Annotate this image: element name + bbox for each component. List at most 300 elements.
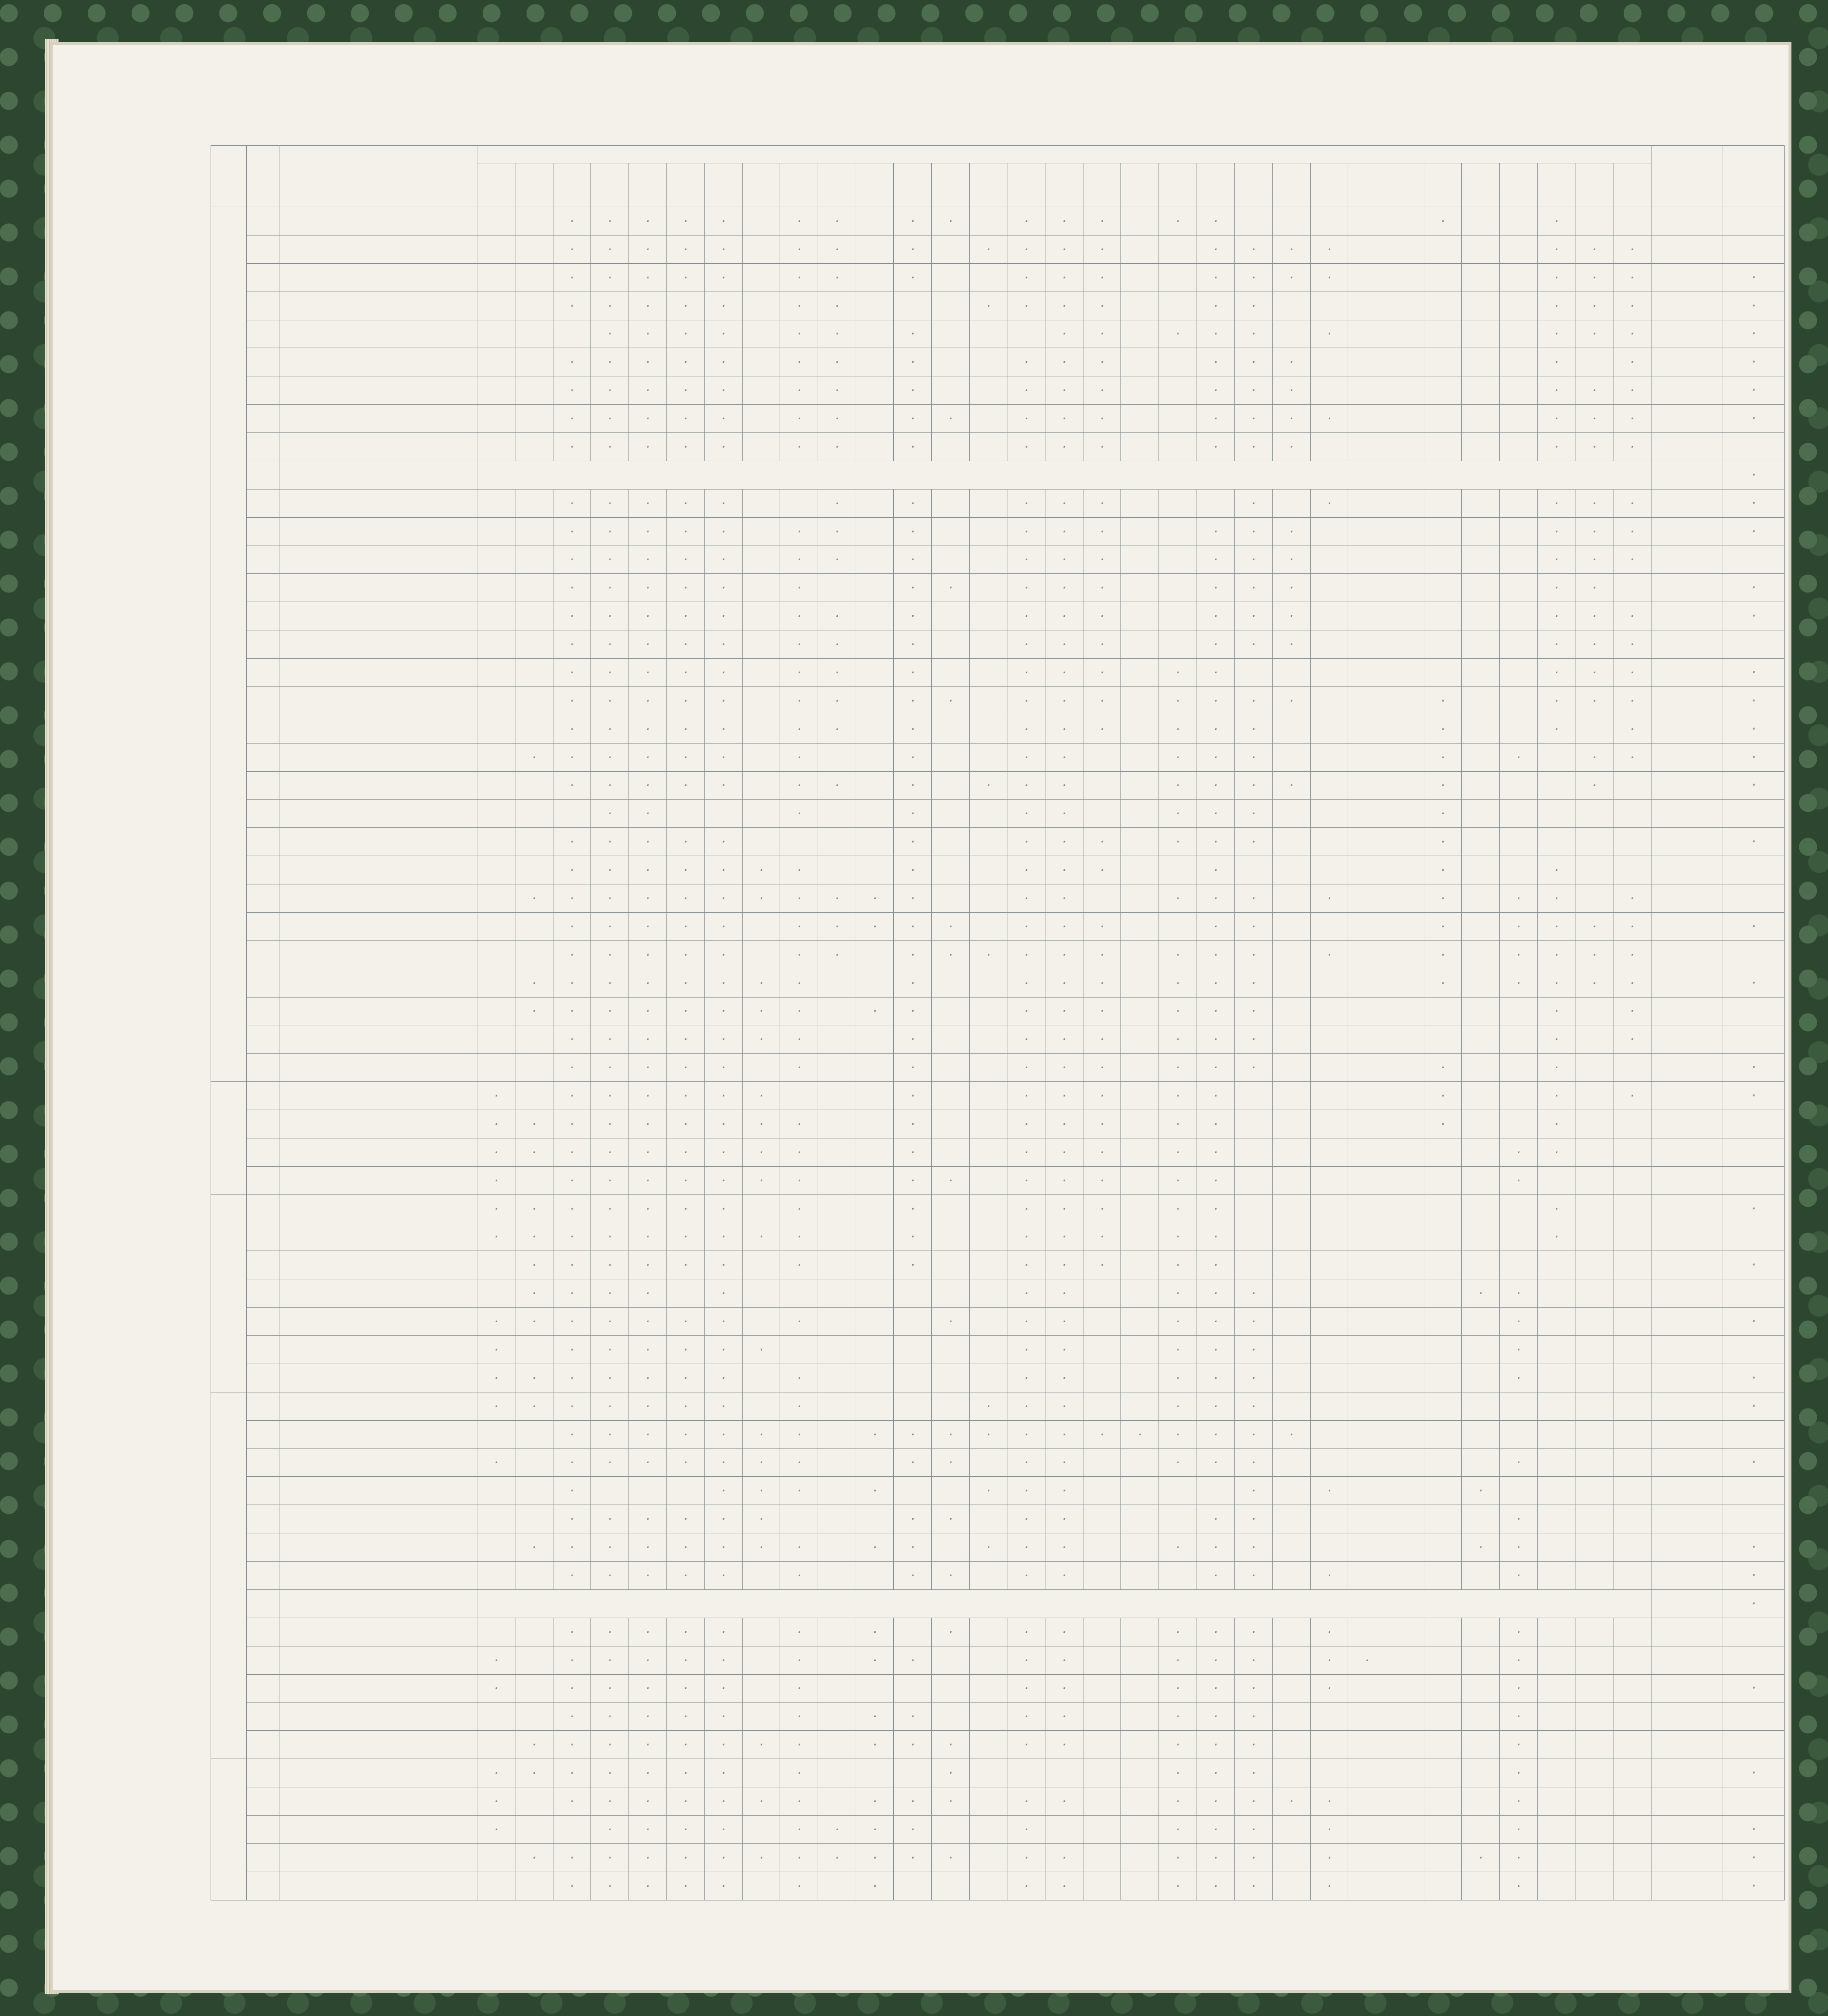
day-value: · [1235, 1279, 1273, 1308]
day-value [1310, 1392, 1348, 1420]
day-value [1613, 1872, 1651, 1900]
day-value: · [1045, 433, 1083, 461]
day-value [1348, 715, 1386, 743]
day-value [856, 292, 894, 320]
table-row [211, 1392, 1785, 1420]
day-value [1310, 743, 1348, 771]
day-value [1272, 715, 1310, 743]
day-value [1613, 1815, 1651, 1843]
station-number [247, 1562, 279, 1590]
monthly-mean: · [1723, 659, 1784, 687]
day-value: · [1235, 1392, 1273, 1420]
day-value: · [1235, 1420, 1273, 1448]
day-value [1310, 1731, 1348, 1759]
day-value [1121, 1336, 1159, 1364]
day-value [1121, 405, 1159, 433]
table-row [211, 1533, 1785, 1562]
day-value: · [705, 1505, 743, 1533]
day-value: · [1007, 1815, 1045, 1843]
day-value [856, 1110, 894, 1138]
station-number [247, 1533, 279, 1562]
day-value: · [1007, 1533, 1045, 1562]
day-value: · [1235, 1872, 1273, 1900]
day-value: · [1159, 1815, 1197, 1843]
day-value [1386, 686, 1424, 715]
day-value: · [1575, 574, 1613, 602]
day-value: · [705, 292, 743, 320]
day-value: · [629, 574, 667, 602]
day-value [932, 348, 970, 376]
day-value [477, 771, 515, 800]
day-value: · [1310, 405, 1348, 433]
day-value: · [1197, 659, 1235, 687]
day-value [1121, 376, 1159, 405]
day-value: · [1272, 405, 1310, 433]
day-value [1083, 800, 1121, 828]
day-value [1386, 1336, 1424, 1364]
day-value [1159, 348, 1197, 376]
day-value: · [553, 828, 591, 856]
day-value: · [629, 1872, 667, 1900]
day-value [969, 489, 1007, 517]
day-value [969, 1562, 1007, 1590]
day-value: · [780, 1392, 818, 1420]
day-value: · [1007, 1787, 1045, 1816]
day-value [477, 800, 515, 828]
day-value: · [1007, 630, 1045, 659]
day-value: · [515, 1308, 553, 1336]
day-value: · [1272, 686, 1310, 715]
day-value: · [856, 1815, 894, 1843]
day-value [1310, 828, 1348, 856]
day-value: · [780, 1533, 818, 1562]
day-value: · [1159, 828, 1197, 856]
day-value: · [667, 602, 705, 630]
day-value [1537, 1251, 1575, 1279]
day-value: · [629, 1505, 667, 1533]
day-value: · [629, 1562, 667, 1590]
day-value: · [932, 1843, 970, 1872]
table-row [211, 1618, 1785, 1646]
day-value [969, 1815, 1007, 1843]
day-value [1310, 292, 1348, 320]
day-value [1310, 686, 1348, 715]
day-value: · [894, 743, 932, 771]
day-value [1121, 1025, 1159, 1054]
day-value [969, 1138, 1007, 1166]
day-value: · [667, 715, 705, 743]
day-value: · [705, 1082, 743, 1110]
day-value: · [894, 433, 932, 461]
day-value [1424, 1731, 1462, 1759]
day-value [1348, 207, 1386, 235]
day-value [742, 686, 780, 715]
day-value [1575, 828, 1613, 856]
day-value: · [1159, 1223, 1197, 1251]
day-value: · [1007, 884, 1045, 913]
day-value [1386, 743, 1424, 771]
day-value [1386, 517, 1424, 546]
day-value: · [1537, 1223, 1575, 1251]
day-value [1121, 884, 1159, 913]
day-value [1499, 1054, 1537, 1082]
monthly-mean [1723, 1110, 1784, 1138]
day-value: · [667, 574, 705, 602]
day-value: · [1083, 1194, 1121, 1223]
day-value: · [1045, 1392, 1083, 1420]
day-value [742, 235, 780, 263]
day-value: · [515, 1223, 553, 1251]
day-value: · [742, 1082, 780, 1110]
day-value [1386, 1223, 1424, 1251]
day-value [515, 320, 553, 348]
day-value: · [1007, 1731, 1045, 1759]
day-value: · [591, 546, 629, 574]
monthly-sum [1651, 263, 1723, 292]
day-value: · [553, 1420, 591, 1448]
header-day-26 [1424, 163, 1462, 207]
day-value: · [1235, 1787, 1273, 1816]
day-value: · [705, 1843, 743, 1872]
day-value: · [553, 771, 591, 800]
day-value: · [1045, 1731, 1083, 1759]
day-value: · [477, 1646, 515, 1674]
day-value [1348, 912, 1386, 940]
day-value: · [1083, 348, 1121, 376]
day-value: · [667, 1194, 705, 1223]
monthly-mean: · [1723, 743, 1784, 771]
day-value [477, 1731, 515, 1759]
day-value [1424, 1138, 1462, 1166]
day-value [477, 1562, 515, 1590]
day-value: · [856, 1787, 894, 1816]
day-value: · [1235, 376, 1273, 405]
day-value [515, 686, 553, 715]
day-value [1310, 207, 1348, 235]
day-value [969, 376, 1007, 405]
day-value: · [818, 489, 856, 517]
monthly-mean [1723, 1505, 1784, 1533]
day-value: · [629, 1054, 667, 1082]
header-day-16 [1045, 163, 1083, 207]
day-value: · [515, 743, 553, 771]
day-value [477, 1251, 515, 1279]
day-value [1310, 1364, 1348, 1392]
day-value: · [856, 1533, 894, 1562]
day-value [1272, 1364, 1310, 1392]
monthly-mean: · [1723, 517, 1784, 546]
day-value: · [1045, 1843, 1083, 1872]
day-value: · [780, 1674, 818, 1703]
day-value: · [780, 1787, 818, 1816]
day-value [1613, 1392, 1651, 1420]
day-value [742, 1872, 780, 1900]
day-value: · [894, 828, 932, 856]
day-value [932, 1110, 970, 1138]
day-value [1083, 1759, 1121, 1787]
monthly-sum [1651, 1392, 1723, 1420]
station-number [247, 376, 279, 405]
day-value [1575, 856, 1613, 884]
day-value [818, 1448, 856, 1477]
day-value: · [1159, 1279, 1197, 1308]
station-name [279, 800, 477, 828]
day-value [515, 1646, 553, 1674]
station-name [279, 1589, 477, 1618]
day-value: · [894, 1110, 932, 1138]
day-value [1310, 348, 1348, 376]
day-value [1386, 884, 1424, 913]
day-value: · [1045, 1448, 1083, 1477]
day-value: · [1159, 1364, 1197, 1392]
table-row [211, 1308, 1785, 1336]
header-day-24 [1348, 163, 1386, 207]
day-value [1272, 1843, 1310, 1872]
monthly-sum [1651, 715, 1723, 743]
day-value [1348, 1562, 1386, 1590]
day-value: · [1007, 969, 1045, 997]
day-value: · [894, 630, 932, 659]
day-value: · [1235, 630, 1273, 659]
day-value: · [1045, 263, 1083, 292]
day-value [1575, 1477, 1613, 1505]
day-value [969, 348, 1007, 376]
day-value [1499, 1223, 1537, 1251]
day-value [932, 771, 970, 800]
day-value: · [1613, 546, 1651, 574]
station-name [279, 1618, 477, 1646]
day-value [1310, 1138, 1348, 1166]
day-value [1235, 1138, 1273, 1166]
day-value [1499, 800, 1537, 828]
day-value [1462, 715, 1500, 743]
monthly-sum [1651, 1308, 1723, 1336]
day-value [1348, 1025, 1386, 1054]
day-value [1121, 856, 1159, 884]
day-value: · [1197, 1646, 1235, 1674]
day-value: · [1197, 630, 1235, 659]
day-value: · [1197, 800, 1235, 828]
monthly-mean [1723, 207, 1784, 235]
day-value: · [1235, 1336, 1273, 1364]
day-value: · [705, 1110, 743, 1138]
day-value [1272, 800, 1310, 828]
day-value [1424, 1759, 1462, 1787]
day-value [969, 800, 1007, 828]
day-value [477, 884, 515, 913]
day-value: · [705, 1308, 743, 1336]
day-value: · [894, 602, 932, 630]
day-value: · [1613, 912, 1651, 940]
day-value: · [667, 263, 705, 292]
day-value: · [1045, 743, 1083, 771]
day-value [1348, 235, 1386, 263]
day-value: · [1197, 1674, 1235, 1703]
day-value [591, 1477, 629, 1505]
station-name [279, 405, 477, 433]
day-value: · [553, 1054, 591, 1082]
day-value: · [629, 997, 667, 1025]
day-value [515, 1082, 553, 1110]
day-value [1272, 489, 1310, 517]
day-value [1310, 602, 1348, 630]
day-value: · [1537, 659, 1575, 687]
day-value [1575, 1533, 1613, 1562]
day-value: · [1424, 884, 1462, 913]
table-row [211, 686, 1785, 715]
day-value [1310, 546, 1348, 574]
day-value [932, 1194, 970, 1223]
day-value [1462, 659, 1500, 687]
day-value: · [780, 405, 818, 433]
day-value: · [818, 207, 856, 235]
day-value: · [894, 1420, 932, 1448]
header-day-23 [1310, 163, 1348, 207]
day-value: · [591, 715, 629, 743]
day-value: · [1159, 1731, 1197, 1759]
day-value [780, 1336, 818, 1364]
monthly-sum [1651, 1251, 1723, 1279]
day-value [742, 405, 780, 433]
day-value [515, 405, 553, 433]
day-value [1235, 659, 1273, 687]
day-value [856, 800, 894, 828]
day-value: · [1045, 715, 1083, 743]
day-value: · [705, 1815, 743, 1843]
monthly-sum [1651, 1279, 1723, 1308]
day-value: · [1007, 1505, 1045, 1533]
day-value: · [1272, 263, 1310, 292]
day-value: · [629, 1279, 667, 1308]
day-value: · [1083, 546, 1121, 574]
day-value: · [1083, 940, 1121, 969]
day-value: · [894, 969, 932, 997]
day-value: · [629, 828, 667, 856]
day-value [1386, 771, 1424, 800]
day-value: · [705, 546, 743, 574]
day-value: · [1007, 1646, 1045, 1674]
day-value: · [705, 1279, 743, 1308]
monthly-mean: · [1723, 1872, 1784, 1900]
day-value: · [780, 1364, 818, 1392]
day-value: · [705, 263, 743, 292]
day-value [477, 574, 515, 602]
day-value [515, 376, 553, 405]
station-number [247, 433, 279, 461]
monthly-mean: · [1723, 969, 1784, 997]
day-value: · [1310, 1477, 1348, 1505]
day-value: · [1235, 405, 1273, 433]
day-value [1386, 263, 1424, 292]
day-value: · [515, 1251, 553, 1279]
day-value: · [591, 743, 629, 771]
day-value [1424, 433, 1462, 461]
day-value: · [477, 1336, 515, 1364]
monthly-mean [1723, 1731, 1784, 1759]
day-value: · [780, 800, 818, 828]
day-value [1272, 1110, 1310, 1138]
monthly-mean: · [1723, 1759, 1784, 1787]
day-value [742, 546, 780, 574]
day-value [515, 912, 553, 940]
day-value: · [1272, 517, 1310, 546]
day-value: · [1197, 940, 1235, 969]
monthly-mean: · [1723, 912, 1784, 940]
day-value [1575, 1279, 1613, 1308]
day-value: · [1197, 517, 1235, 546]
day-value: · [1272, 546, 1310, 574]
day-value: · [932, 686, 970, 715]
monthly-mean [1723, 1279, 1784, 1308]
day-value: · [1499, 940, 1537, 969]
day-value [1537, 1562, 1575, 1590]
monthly-mean [1723, 1703, 1784, 1731]
day-value: · [629, 1336, 667, 1364]
day-value: · [1159, 884, 1197, 913]
day-value [1121, 1110, 1159, 1138]
day-value: · [553, 686, 591, 715]
remark-note [477, 1589, 1651, 1618]
day-value: · [1159, 969, 1197, 997]
day-value: · [1083, 856, 1121, 884]
day-value: · [1499, 1166, 1537, 1194]
day-value [1272, 856, 1310, 884]
day-value: · [553, 517, 591, 546]
day-value: · [1083, 1223, 1121, 1251]
day-value [1613, 574, 1651, 602]
day-value: · [1235, 997, 1273, 1025]
day-value: · [1083, 574, 1121, 602]
day-value: · [742, 884, 780, 913]
monthly-sum [1651, 743, 1723, 771]
day-value: · [667, 235, 705, 263]
day-value: · [591, 235, 629, 263]
day-value [1462, 800, 1500, 828]
day-value [1310, 856, 1348, 884]
day-value: · [1613, 320, 1651, 348]
day-value: · [705, 348, 743, 376]
day-value: · [1499, 1674, 1537, 1703]
day-value [1386, 1448, 1424, 1477]
day-value [1197, 489, 1235, 517]
day-value: · [1537, 235, 1575, 263]
day-value: · [1045, 1251, 1083, 1279]
day-value: · [780, 546, 818, 574]
day-value [1424, 546, 1462, 574]
region-label-cell [211, 1759, 247, 1900]
day-value [1424, 376, 1462, 405]
day-value: · [1235, 1618, 1273, 1646]
day-value: · [932, 1166, 970, 1194]
day-value: · [1424, 940, 1462, 969]
day-value [1310, 1420, 1348, 1448]
day-value [1121, 743, 1159, 771]
day-value [969, 1336, 1007, 1364]
day-value [894, 1872, 932, 1900]
day-value: · [1007, 1138, 1045, 1166]
day-value [1462, 1420, 1500, 1448]
day-value: · [1007, 771, 1045, 800]
day-value: · [705, 1251, 743, 1279]
day-value: · [705, 771, 743, 800]
day-value [894, 1759, 932, 1787]
day-value: · [1613, 517, 1651, 546]
day-value: · [818, 884, 856, 913]
monthly-mean: · [1723, 1194, 1784, 1223]
day-value [1386, 1054, 1424, 1082]
day-value: · [1197, 1308, 1235, 1336]
day-value: · [705, 235, 743, 263]
